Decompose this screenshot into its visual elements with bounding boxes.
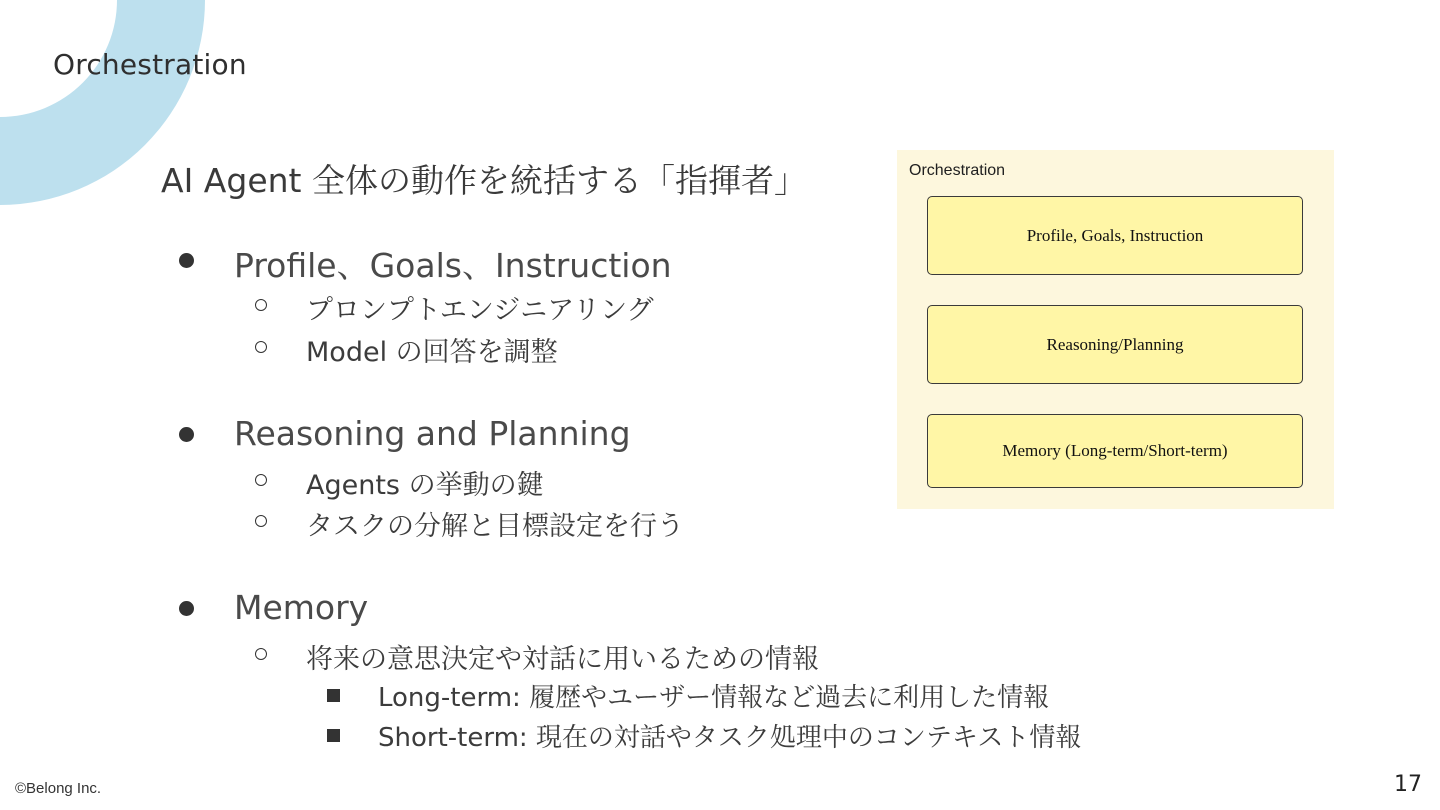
sub-sub-bullet-square: [327, 689, 340, 702]
bullet-dot: [179, 427, 194, 442]
sub-bullet-circle: [255, 474, 267, 486]
sub-bullet-model-adjust: Model の回答を調整: [306, 337, 558, 368]
orchestration-diagram: [897, 150, 1334, 509]
copyright-notice: ©Belong Inc.: [15, 780, 102, 797]
bullet-memory: Memory: [234, 588, 369, 627]
sub-bullet-circle: [255, 341, 267, 353]
sub-sub-bullet-square: [327, 729, 340, 742]
bullet-dot: [179, 601, 194, 616]
section-title: Orchestration: [53, 48, 247, 81]
bullet-dot: [179, 253, 194, 268]
diagram-title: Orchestration: [909, 162, 1006, 179]
sub-sub-bullet-long-term: Long-term: 履歴やユーザー情報など過去に利用した情報: [378, 683, 1050, 713]
page-number: 17: [1394, 772, 1422, 797]
diagram-box-profile: Profile, Goals, Instruction: [927, 196, 1303, 275]
sub-bullet-memory-info: 将来の意思決定や対話に用いるための情報: [306, 644, 819, 675]
bullet-profile-goals: Profile、Goals、Instruction: [234, 246, 672, 285]
sub-bullet-circle: [255, 299, 267, 311]
diagram-box-memory: Memory (Long-term/Short-term): [927, 414, 1303, 488]
sub-bullet-prompt-engineering: プロンプトエンジニアリング: [306, 295, 654, 326]
slide-heading: AI Agent 全体の動作を統括する「指揮者」: [161, 161, 807, 200]
sub-bullet-task-decomposition: タスクの分解と目標設定を行う: [306, 511, 684, 542]
diagram-box-reasoning: Reasoning/Planning: [927, 305, 1303, 384]
sub-bullet-agents-key: Agents の挙動の鍵: [306, 470, 544, 501]
bullet-reasoning-planning: Reasoning and Planning: [234, 414, 631, 453]
sub-bullet-circle: [255, 648, 267, 660]
sub-sub-bullet-short-term: Short-term: 現在の対話やタスク処理中のコンテキスト情報: [378, 723, 1082, 753]
sub-bullet-circle: [255, 515, 267, 527]
